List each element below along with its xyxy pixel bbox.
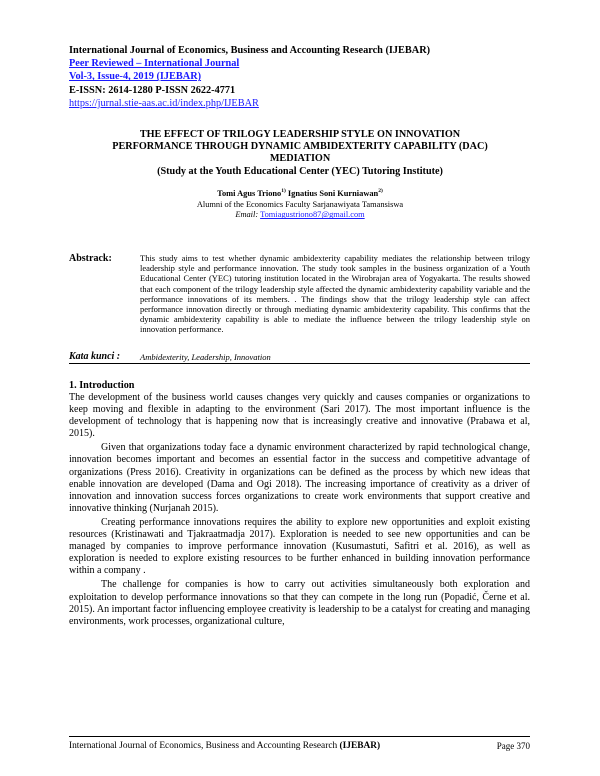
keywords-divider xyxy=(69,363,530,364)
page-footer xyxy=(69,741,530,751)
section-heading: 1. Introduction xyxy=(69,380,135,391)
footer-journal: International Journal of Economics, Business and Accounting Research xyxy=(69,741,338,751)
paragraph-4: The challenge for companies is how to carry out activities simultaneously both exploration and exploitation to develop performance innovations so that they can compete in the long run (Popadić, Černe et al. 2015). An important factor influencing employee creativity is leadership to be a catalyst for creating and managing environments, work processes, organizational culture, xyxy=(69,579,530,627)
paragraph-3: Creating performance innovations requires the ability to explore new opportunities and exploit existing resources (Kristinawati and Tjakraatmadja 2017). Exploration is needed to see new opportunities and can be managed by companies to improve performance innovation (Kusumastuti, Safitri et al. 2016), as well as exploration is needed to explore existing resources to be further enhanced in building innovation performance within a company . xyxy=(69,516,530,577)
keywords-text: Ambidexterity, Leadership, Innovation xyxy=(140,352,271,362)
journal-name: International Journal of Economics, Business and Accounting Research (IJEBAR) xyxy=(69,45,431,56)
journal-header xyxy=(69,44,430,110)
title-line-2: PERFORMANCE THROUGH DYNAMIC AMBIDEXTERITY CAPABILITY (DAC) xyxy=(112,141,488,153)
email-label: Email: xyxy=(235,210,259,220)
title-line-1: THE EFFECT OF TRILOGY LEADERSHIP STYLE ON INNOVATION xyxy=(139,129,461,140)
email-link[interactable]: Tomiagustriono87@gmail.com xyxy=(260,210,365,220)
author-1-sup: 1) xyxy=(281,188,286,194)
abstract-label: Abstrack: xyxy=(69,253,112,264)
author-2: Ignatius Soni Kurniawan xyxy=(287,188,379,198)
body-text xyxy=(69,392,530,628)
paper-title xyxy=(60,129,540,178)
affiliation: Alumni of the Economics Faculty Sarjanawiyata Tamansiswa xyxy=(196,199,404,209)
title-line-3: MEDIATION xyxy=(269,153,331,165)
page-number: Page 370 xyxy=(496,741,530,751)
keywords-label: Kata kunci : xyxy=(69,351,121,362)
journal-url-link[interactable]: https://jurnal.stie-aas.ac.id/index.php/IJEBAR xyxy=(69,97,259,109)
abstract-text: This study aims to test whether dynamic ambidexterity capability mediates the relationship between trilogy leadership style and performance innovation. The study took samples in the business organization of a Youth Educational Center (YEC) tutoring institution located in the Wirobrajan area of Yogyakarta. The results showed that each component of the trilogy leadership style affected the dynamic ambidexterity capability variable and the performance innovations of its members. . The findings show that the trilogy leadership style can affect performance innovation directly or through mediating dynamic ambidexterity capability. This confirms that the dynamic ambidexterity capability is able to mediate the influence between the trilogy leadership style on innovation performance. xyxy=(140,253,530,335)
email-line xyxy=(60,210,540,221)
paragraph-1: The development of the business world causes changes very quickly and causes companies or organizations to keep moving and flexible in adapting to the environment (Sari 2017). The most important influence is the development of technology that is happening now that is increasingly creative and innovative (Prabawa et al, 2015). xyxy=(69,392,530,440)
peer-reviewed-link[interactable]: Peer Reviewed – International Journal xyxy=(69,58,240,70)
author-block xyxy=(60,186,540,221)
paragraph-2: Given that organizations today face a dynamic environment characterized by rapid technological change, innovation becomes important and becomes an essential factor in the success and competitive advantage of organizations (Press 2016). Creativity in organizations can be defined as the process by which new ideas that enable innovation are developed (Dama and Ogi 2018). The increasing importance of creativity as a driver of innovation and innovation success forces organizations to create work environments that support creative and innovative thinking (Nurjanah 2015). xyxy=(69,442,530,514)
footer-abbr: (IJEBAR) xyxy=(339,741,381,751)
issn: E-ISSN: 2614-1280 P-ISSN 2622-4771 xyxy=(69,84,236,96)
volume-link[interactable]: Vol-3, Issue-4, 2019 (IJEBAR) xyxy=(69,71,202,83)
footer-divider xyxy=(69,736,530,737)
title-subtitle: (Study at the Youth Educational Center (YEC) Tutoring Institute) xyxy=(157,165,443,177)
author-names xyxy=(60,186,540,200)
author-1: Tomi Agus Triono xyxy=(217,188,282,198)
author-2-sup: 2) xyxy=(378,188,383,194)
